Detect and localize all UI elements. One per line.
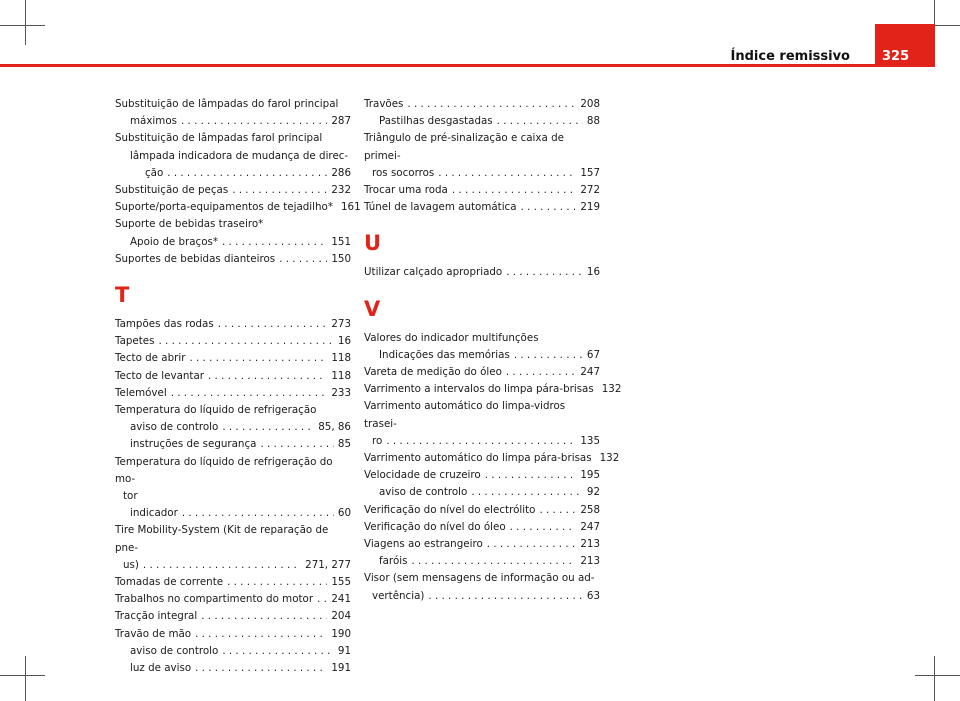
index-entry-term: Pastilhas desgastadas [379,115,493,128]
crop-mark [934,656,935,701]
index-entry-page: 91 [337,644,351,657]
dot-leader [167,165,327,182]
index-entry-term: Tapetes [115,335,155,348]
index-entry [364,570,600,587]
index-entry [364,364,600,381]
dot-leader [171,385,328,402]
dot-leader [208,368,327,385]
crop-mark [25,656,26,701]
index-entry-term: luz de aviso [130,662,192,675]
dot-leader [182,505,334,522]
index-entry-term: Suporte de bebidas traseiro* [115,218,264,231]
index-entry-term: Vareta de medição do óleo [364,366,502,379]
index-entry-term: faróis [379,555,408,568]
index-entry [115,505,351,522]
index-entry [364,433,600,450]
index-entry-term: ção [145,166,164,179]
index-entry-page: 190 [331,627,351,640]
index-entry-page: 233 [331,386,351,399]
dot-leader [510,519,577,536]
index-entry-term: Apoio de braços* [130,235,219,248]
index-entry-term: Suporte/porta-equipamentos de tejadilho* [115,201,333,214]
index-entry-term: Utilizar calçado apropriado [364,266,503,279]
index-entry [115,333,351,350]
index-entry [364,381,622,398]
index-entry [115,216,351,233]
index-entry-term: Substituição de peças [115,184,229,197]
index-entry-term: Verificação do nível do óleo [364,520,506,533]
index-entry-page: 67 [586,348,600,361]
crop-mark [0,25,45,26]
index-entry-term: aviso de controlo [379,486,468,499]
index-entry [115,488,351,505]
index-entry-term: Verificação do nível do electrólito [364,503,536,516]
index-entry-term: Substituição de lâmpadas farol principal [115,132,323,145]
index-entry [115,234,351,251]
index-entry-page: 195 [580,469,600,482]
index-entry-page: 151 [331,235,351,248]
index-entry-term: Tire Mobility-System (Kit de reparação de pne- [115,524,329,554]
page-number-box [875,24,935,67]
index-entry [115,626,351,643]
index-entry [115,96,351,113]
index-entry-term: Túnel de lavagem automática [364,201,517,214]
dot-leader [159,333,334,350]
dot-leader [317,591,327,608]
dot-leader [195,660,327,677]
index-column-right [364,96,622,605]
dot-leader [181,113,327,130]
index-entry [115,350,351,367]
dot-leader [471,484,583,501]
dot-leader [428,588,582,605]
dot-leader [232,182,327,199]
crop-mark [25,0,26,45]
index-entry-term: Indicações das memórias [379,348,510,361]
index-entry [364,330,600,347]
index-entry-page: 92 [586,486,600,499]
index-entry-page: 155 [331,576,351,589]
index-entry-page: 247 [580,520,600,533]
dot-leader [222,643,334,660]
index-entry-term: máximos [130,115,177,128]
dot-leader [506,264,583,281]
dot-leader [438,165,576,182]
index-entry [115,454,351,488]
index-entry-page: 287 [331,115,351,128]
index-entry-term: lâmpada indicadora de mudança de direc- [130,149,349,162]
index-entry [364,182,600,199]
index-entry-page: 16 [337,335,351,348]
dot-leader [497,113,583,130]
index-entry-page: 132 [599,452,620,465]
index-entry-term: Substituição de lâmpadas do farol principal [115,98,339,110]
index-entry-term: Varrimento a intervalos do limpa pára-brisas [364,383,594,396]
index-entry [364,450,620,467]
dot-leader [514,347,583,364]
index-entry-term: Trabalhos no compartimento do motor [115,593,314,606]
index-entry-term: us) [123,558,139,571]
index-entry-term: Visor (sem mensagens de informação ou ad- [364,572,595,585]
index-entry [115,251,351,268]
dot-leader [222,419,314,436]
index-entry-page: 60 [337,507,351,520]
index-entry-term: Velocidade de cruzeiro [364,469,481,482]
dot-leader [452,182,576,199]
index-entry-page: 213 [580,555,600,568]
index-entry [364,467,600,484]
dot-leader [227,574,327,591]
dot-leader [506,364,576,381]
dot-leader [222,234,327,251]
index-entry-page: 85 [337,438,351,451]
index-entry-page: 132 [601,383,622,396]
dot-leader [386,433,576,450]
index-entry [364,347,600,364]
index-entry [115,660,351,677]
page-header-title: Índice remissivo [730,49,850,64]
index-entry-term: Travão de mão [115,627,192,640]
index-entry [364,553,600,570]
index-entry [115,148,351,165]
index-entry-page: 118 [331,369,351,382]
index-entry-page: 118 [331,352,351,365]
index-column-left [115,96,361,677]
crop-mark [915,675,960,676]
index-entry-page: 88 [586,115,600,128]
dot-leader [143,557,301,574]
index-entry-term: Tecto de levantar [115,369,204,382]
index-entry-term: Tampões das rodas [115,318,214,331]
index-entry [115,130,351,147]
dot-leader [218,316,328,333]
index-entry-page: 247 [580,366,600,379]
index-entry [115,182,351,199]
dot-leader [279,251,327,268]
header-rule [0,64,935,67]
index-entry [115,419,351,436]
index-entry [115,522,351,556]
index-entry [115,316,351,333]
index-entry-page: 232 [331,184,351,197]
index-entry-term: tor [123,490,138,503]
index-entry-term: aviso de controlo [130,644,219,657]
dot-leader [487,536,577,553]
index-entry-page: 150 [331,252,351,265]
dot-leader [521,199,577,216]
index-entry-page: 258 [580,503,600,516]
page-number: 325 [882,49,910,64]
index-entry-page: 213 [580,538,600,551]
index-entry-term: ro [372,434,383,447]
index-entry [115,574,351,591]
index-entry-term: Trocar uma roda [364,184,448,197]
index-entry [364,484,600,501]
index-entry-term: Tomadas de corrente [115,576,224,589]
section-letter-u: U [364,231,382,256]
index-entry-term: instruções de segurança [130,438,257,451]
index-entry [364,502,600,519]
index-entry-term: aviso de controlo [130,421,219,434]
index-entry-page: 135 [580,434,600,447]
index-entry [115,643,351,660]
index-entry-page: 273 [331,318,351,331]
index-entry-term: Valores do indicador multifunções [364,331,539,344]
dot-leader [201,608,327,625]
index-entry [364,165,600,182]
index-entry [115,199,361,216]
index-entry-term: Telemóvel [115,386,167,399]
index-entry-term: Suportes de bebidas dianteiros [115,252,276,265]
index-entry-page: 204 [331,610,351,623]
index-entry-page: 157 [580,166,600,179]
index-entry-page: 85, 86 [318,421,351,434]
dot-leader [189,350,327,367]
index-entry [364,130,600,164]
index-entry-term: Tecto de abrir [115,352,186,365]
index-entry-page: 271, 277 [305,558,351,571]
index-entry-term: Temperatura do líquido de refrigeração [115,404,317,417]
index-entry-term: Triângulo de pré-sinalização e caixa de primei- [364,132,564,162]
crop-mark [0,675,45,676]
index-entry [115,402,351,419]
index-entry-page: 219 [580,201,600,214]
dot-leader [485,467,577,484]
dot-leader [407,96,576,113]
index-entry [115,591,351,608]
index-entry [364,536,600,553]
index-entry-term: Temperatura do líquido de refrigeração do mo- [115,455,333,485]
index-entry-page: 16 [586,266,600,279]
index-entry-term: indicador [130,507,178,520]
index-entry-term: Travões [364,98,404,110]
dot-leader [539,502,576,519]
index-entry [115,436,351,453]
index-entry [115,165,351,182]
index-entry [364,398,600,432]
index-entry-page: 161 [341,201,361,214]
index-entry-term: vertência) [372,589,425,602]
index-entry [115,368,351,385]
index-entry-page: 241 [331,593,351,606]
dot-leader [411,553,576,570]
index-entry [364,519,600,536]
index-entry [115,608,351,625]
section-letter-v: V [364,296,381,321]
index-entry-page: 272 [580,184,600,197]
index-entry-page: 63 [586,589,600,602]
index-entry-page: 191 [331,662,351,675]
index-entry [364,199,600,216]
index-entry [364,588,600,605]
index-entry-term: ros socorros [372,166,435,179]
section-letter-t: T [115,283,130,308]
index-entry-term: Varrimento automático do limpa pára-brisas [364,452,592,465]
index-entry [364,264,600,281]
index-entry [115,113,351,130]
index-entry-term: Varrimento automático do limpa-vidros trasei- [364,400,566,430]
index-entry [115,385,351,402]
index-entry-page: 208 [580,98,600,110]
index-entry-page: 286 [331,166,351,179]
index-entry [364,96,600,113]
index-entry-term: Tracção integral [115,610,198,623]
dot-leader [195,626,327,643]
dot-leader [260,436,333,453]
index-entry-term: Viagens ao estrangeiro [364,538,483,551]
index-entry [115,557,351,574]
index-entry [364,113,600,130]
